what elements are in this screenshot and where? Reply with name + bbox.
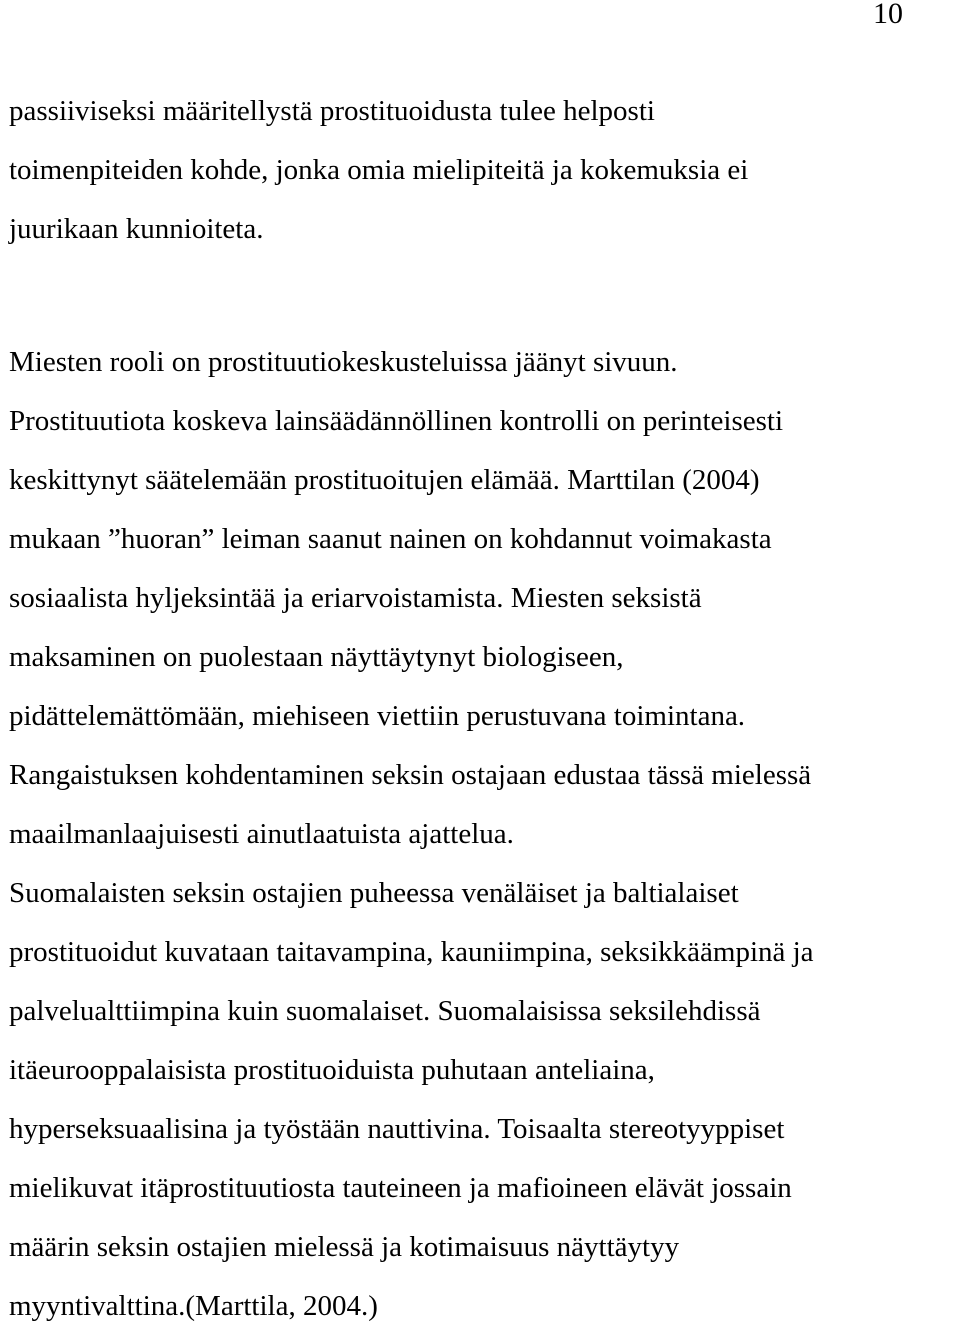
paragraph-1 bbox=[9, 94, 959, 247]
text-line: prostituoidut kuvataan taitavampina, kauniimpina, seksikkäämpinä ja bbox=[9, 936, 814, 968]
text-line: sosiaalista hyljeksintää ja eriarvoistamista. Miesten seksistä bbox=[9, 582, 702, 614]
text-line: mukaan ”huoran” leiman saanut nainen on kohdannut voimakasta bbox=[9, 523, 772, 555]
text-line: keskittynyt säätelemään prostituoitujen elämää. Marttilan (2004) bbox=[9, 464, 760, 496]
text-line: passiiviseksi määritellystä prostituoidusta tulee helposti bbox=[9, 95, 655, 127]
text-line: mielikuvat itäprostituutiosta tauteineen ja mafioineen elävät jossain bbox=[9, 1172, 792, 1204]
text-line: pidättelemättömään, miehiseen viettiin perustuvana toimintana. bbox=[9, 700, 746, 732]
page-number: 10 bbox=[873, 0, 903, 30]
text-line: maailmanlaajuisesti ainutlaatuista ajattelua. bbox=[9, 818, 514, 850]
text-line: juurikaan kunnioiteta. bbox=[9, 213, 264, 245]
text-line: hyperseksuaalisina ja työstään nauttivina. Toisaalta stereotyyppiset bbox=[9, 1113, 785, 1145]
text-line: palvelualttiimpina kuin suomalaiset. Suomalaisissa seksilehdissä bbox=[9, 995, 761, 1027]
paragraph-2 bbox=[9, 333, 959, 1336]
text-line: toimenpiteiden kohde, jonka omia mielipiteitä ja kokemuksia ei bbox=[9, 154, 749, 186]
text-line: Prostituutiota koskeva lainsäädännöllinen kontrolli on perinteisesti bbox=[9, 405, 784, 437]
text-line: maksaminen on puolestaan näyttäytynyt biologiseen, bbox=[9, 641, 624, 673]
text-line: Suomalaisten seksin ostajien puheessa venäläiset ja baltialaiset bbox=[9, 877, 739, 909]
text-line: määrin seksin ostajien mielessä ja kotimaisuus näyttäytyy bbox=[9, 1231, 680, 1263]
text-line: myyntivalttina.(Marttila, 2004.) bbox=[9, 1290, 378, 1322]
text-line: itäeurooppalaisista prostituoiduista puhutaan anteliaina, bbox=[9, 1054, 655, 1086]
text-line: Rangaistuksen kohdentaminen seksin ostajaan edustaa tässä mielessä bbox=[9, 759, 812, 791]
text-line: Miesten rooli on prostituutiokeskusteluissa jäänyt sivuun. bbox=[9, 346, 678, 378]
